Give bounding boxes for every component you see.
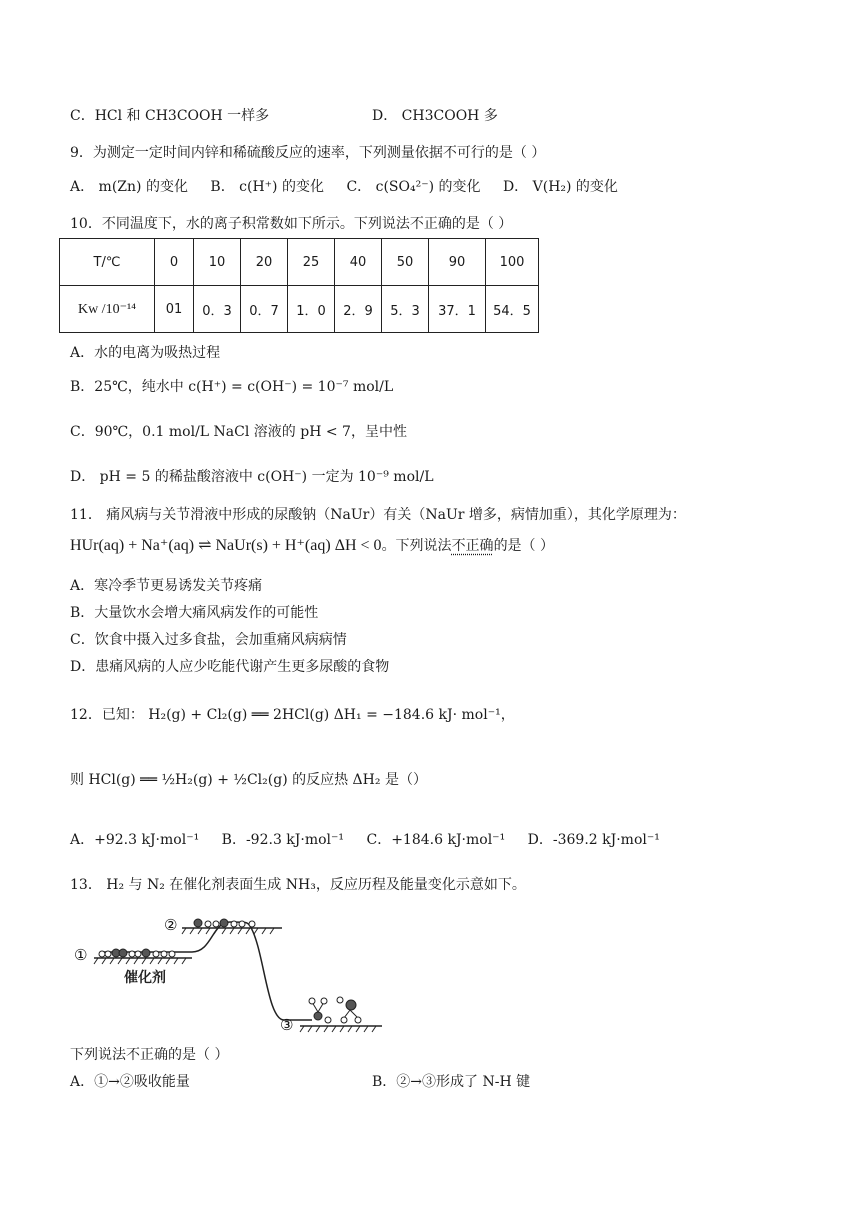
q12-option-b: B．-92.3 kJ·mol⁻¹	[221, 832, 345, 848]
q11-option-c: C．饮食中摄入过多食盐，会加重痛风病病情	[70, 632, 347, 648]
q12-stem: 12．已知： H₂(g) + Cl₂(g) ══ 2HCl(g) ΔH₁ = −184.6 kJ· mol⁻¹，	[70, 707, 515, 723]
table-header-kw: Kw /10⁻¹⁴	[60, 286, 155, 333]
q13-option-b: B．②→③形成了 N-H 键	[372, 1074, 531, 1090]
q10-option-d: D． pH = 5 的稀盐酸溶液中 c(OH⁻) 一定为 10⁻⁹ mol/L	[70, 469, 434, 485]
table-row	[60, 239, 539, 286]
table-cell: 40	[335, 239, 382, 286]
q13-stem: 13． H₂ 与 N₂ 在催化剂表面生成 NH₃，反应历程及能量变化示意如下。	[70, 877, 526, 893]
table-cell: 25	[288, 239, 335, 286]
table-cell: 2．9	[335, 286, 382, 333]
state-3-label: ③	[280, 1016, 294, 1034]
q11-stem-part: 的是（ ）	[493, 538, 555, 554]
q11-emphasis: 不正确	[451, 538, 494, 554]
table-header-temp: T/℃	[60, 239, 155, 286]
table-cell: 50	[382, 239, 429, 286]
table-cell: 90	[429, 239, 486, 286]
q9-option-c: C． c(SO₄²⁻) 的变化	[346, 179, 481, 195]
q13-stem-2: 下列说法不正确的是（ ）	[70, 1047, 229, 1063]
table-cell: 37．1	[429, 286, 486, 333]
q9-option-a: A． m(Zn) 的变化	[70, 179, 188, 195]
q10-option-c: C．90℃，0.1 mol/L NaCl 溶液的 pH < 7，呈中性	[70, 424, 407, 440]
table-cell: 54．5	[486, 286, 539, 333]
q12-stem-2: 则 HCl(g) ══ ½H₂(g) + ½Cl₂(g) 的反应热 ΔH₂ 是（）	[70, 772, 427, 788]
table-cell: 100	[486, 239, 539, 286]
q10-option-a: A．水的电离为吸热过程	[70, 345, 221, 361]
table-cell: 0	[155, 239, 194, 286]
table-cell: 5．3	[382, 286, 429, 333]
catalyst-label: 催化剂	[124, 970, 166, 986]
state-1-label: ①	[74, 946, 88, 964]
q8-option-d: D． CH3COOH 多	[372, 108, 498, 124]
kw-table	[59, 238, 539, 333]
state-2-label: ②	[164, 916, 178, 934]
q11-option-b: B．大量饮水会增大痛风病发作的可能性	[70, 605, 319, 621]
table-cell: 20	[241, 239, 288, 286]
q12-options	[70, 830, 678, 850]
q9-options	[70, 177, 636, 197]
table-cell: 10	[194, 239, 241, 286]
table-cell: 0．7	[241, 286, 288, 333]
q9-option-b: B． c(H⁺) 的变化	[210, 179, 324, 195]
q9-option-d: D． V(H₂) 的变化	[502, 179, 618, 195]
q11-option-d: D．患痛风病的人应少吃能代谢产生更多尿酸的食物	[70, 659, 390, 675]
q8-option-c: C．HCl 和 CH3COOH 一样多	[70, 108, 270, 124]
q11-equation: HUr(aq) + Na⁺(aq) ⇌ NaUr(s) + H⁺(aq) ΔH < 0	[70, 537, 382, 554]
reaction-energy-diagram	[72, 908, 392, 1038]
q11-equation-line	[70, 536, 554, 556]
q11-stem-part: 。下列说法	[381, 538, 452, 554]
q9-stem: 9．为测定一定时间内锌和稀硫酸反应的速率，下列测量依据不可行的是（ ）	[70, 145, 546, 161]
q11-stem: 11． 痛风病与关节滑液中形成的尿酸钠（NaUr）有关（NaUr 增多，病情加重），其化学原理为：	[70, 507, 686, 523]
q13-option-a: A．①→②吸收能量	[70, 1074, 190, 1090]
q10-stem: 10．不同温度下，水的离子积常数如下所示。下列说法不正确的是（ ）	[70, 216, 513, 232]
table-cell: 01	[155, 286, 194, 333]
table-cell: 0．3	[194, 286, 241, 333]
q12-option-d: D．-369.2 kJ·mol⁻¹	[527, 832, 660, 848]
q11-option-a: A．寒冷季节更易诱发关节疼痛	[70, 578, 263, 594]
table-row	[60, 286, 539, 333]
q12-option-a: A．+92.3 kJ·mol⁻¹	[70, 832, 200, 848]
q12-option-c: C．+184.6 kJ·mol⁻¹	[366, 832, 506, 848]
table-cell: 1．0	[288, 286, 335, 333]
q10-option-b: B．25℃，纯水中 c(H⁺) = c(OH⁻) = 10⁻⁷ mol/L	[70, 379, 394, 395]
